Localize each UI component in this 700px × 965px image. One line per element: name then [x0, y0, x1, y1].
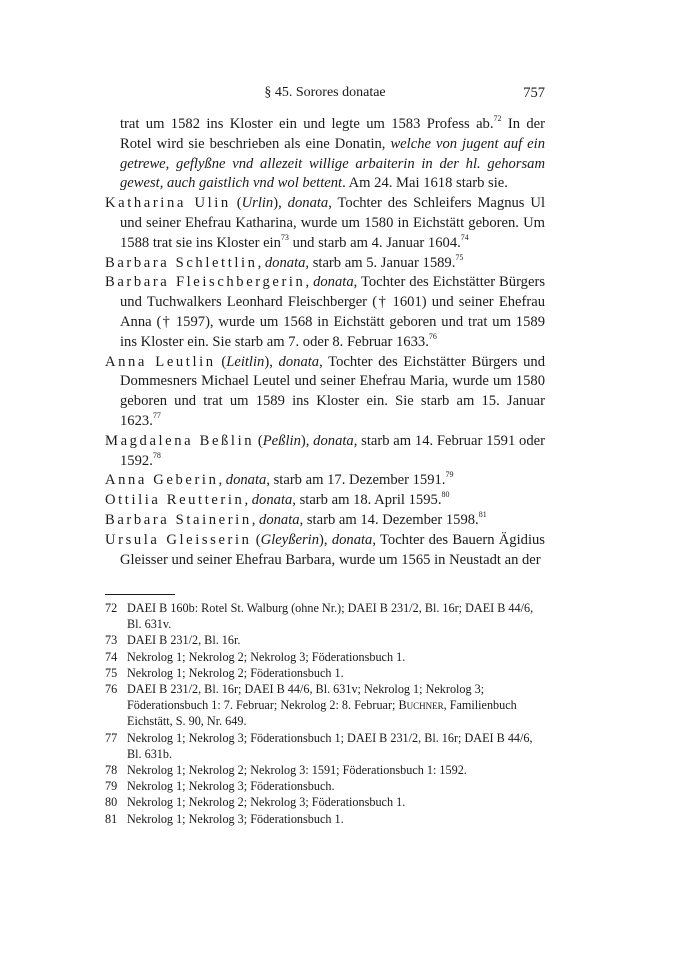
footnote-ref[interactable]: 77	[152, 411, 161, 421]
entry-name: Magdalena Beßlin	[105, 432, 255, 449]
footnote-73: 73 DAEI B 231/2, Bl. 16r.	[105, 633, 241, 648]
footnote-80: 80 Nekrolog 1; Nekrolog 2; Nekrolog 3; Föderationsbuch 1.	[105, 795, 406, 810]
footnote-75: 75 Nekrolog 1; Nekrolog 2; Föderationsbuch 1.	[105, 665, 344, 680]
rotel-quote: welche von jugent auf ein getrewe, geflyßne vnd allezeit willige arbaiterin in der hl. gehorsam gewest, auch gaistlich vnd wol bettent	[120, 135, 545, 192]
entry-anna-leutlin: Anna Leutlin (Leitlin), donata, Tochter des Eichstätter Bürgers und Dommesners Michael Leutel und seiner Ehefrau Maria, wurde um 1580 geboren und trat um 1589 ins Kloster ein. Sie starb am 15. Januar 1623.77	[105, 353, 545, 429]
entry-barbara-fleischbergerin: Barbara Fleischbergerin, donata, Tochter des Eichstätter Bürgers und Tuchwalkers Leonhard Fleischberger († 1601) und seiner Ehefrau Anna († 1597), wurde um 1568 in Eichstätt geboren und trat um 1589 ins Kloster ein. Sie starb am 7. oder 8. Februar 1633.76	[105, 274, 545, 350]
entry-name: Barbara Stainerin	[105, 511, 252, 528]
entry-name: Ursula Gleisserin	[105, 531, 252, 548]
footnote-ref[interactable]: 76	[428, 331, 437, 341]
footnote-ref[interactable]: 81	[478, 510, 487, 520]
entry-name: Anna Geberin	[105, 472, 219, 489]
entry-name: Ottilia Reutterin	[105, 492, 245, 509]
entry-continuation: trat um 1582 ins Kloster ein und legte um 1583 Profess ab.$^{72}$ In der Rotel wird sie beschrieben als eine Donatin, welche von jugent auf ein getrewe, geflyßne vnd allezeit willige arbaiterin in der hl. gehorsam gewest, auch gaistlich vnd wol bettent. Am 24. Mai 1618 starb sie.	[120, 114, 546, 192]
footnote-separator	[105, 594, 175, 595]
page-number: 757	[523, 85, 545, 101]
section-title: § 45. Sorores donatae	[264, 85, 386, 100]
footnote-76: 76 DAEI B 231/2, Bl. 16r; DAEI B 44/6, Bl. 631v; Nekrolog 1; Nekrolog 3; Föderationsbuch 1: 7. Februar; Nekrolog 2: 8. Februar; Buchner, Familienbuch Eichstätt, S. 90, Nr. 649.	[105, 682, 517, 729]
entry-name: Barbara Fleischbergerin	[105, 274, 306, 291]
footnote-77: 77 Nekrolog 1; Nekrolog 3; Föderationsbuch 1; DAEI B 231/2, Bl. 16r; DAEI B 44/6, Bl. 631b.	[105, 730, 533, 761]
entry-magdalena-besslin: Magdalena Beßlin (Peßlin), donata, starb am 14. Februar 1591 oder 1592.78	[105, 432, 545, 469]
entry-barbara-stainerin: Barbara Stainerin, donata, starb am 14. Dezember 1598.81	[105, 510, 487, 528]
footnote-81: 81 Nekrolog 1; Nekrolog 3; Föderationsbuch 1.	[105, 811, 344, 826]
footnote-ref[interactable]: 79	[445, 470, 454, 480]
entry-name: Katharina Ulin	[105, 195, 231, 212]
author-name: Buchner	[398, 698, 444, 713]
footnote-79: 79 Nekrolog 1; Nekrolog 3; Föderationsbuch.	[105, 779, 335, 794]
entry-katharina-ulin: Katharina Ulin (Urlin), donata, Tochter des Schleifers Magnus Ul und seiner Ehefrau Katharina, wurde um 1580 in Eichstätt geboren. Um 1588 trat sie ins Kloster ein$^{73}$ und starb am 4. Januar 1604.74	[105, 195, 545, 251]
footnote-ref[interactable]: 75	[455, 252, 464, 262]
entry-ursula-gleisserin: Ursula Gleisserin (Gleyßerin), donata, Tochter des Bauern Ägidius Gleisser und seiner Ehefrau Barbara, wurde um 1565 in Neustadt an der	[105, 531, 545, 568]
main-text	[105, 115, 545, 570]
entry-ottilia-reutterin: Ottilia Reutterin, donata, starb am 18. April 1595.80	[105, 490, 450, 509]
footnotes	[105, 600, 545, 827]
footnote-ref[interactable]: 73	[280, 232, 289, 242]
footnote-72: 72 DAEI B 160b: Rotel St. Walburg (ohne Nr.); DAEI B 231/2, Bl. 16r; DAEI B 44/6, Bl. 631v.	[105, 601, 534, 632]
running-head	[105, 85, 545, 105]
entry-name: Barbara Schlettlin	[105, 254, 258, 271]
footnote-78: 78 Nekrolog 1; Nekrolog 2; Nekrolog 3: 1591; Föderationsbuch 1: 1592.	[105, 763, 467, 778]
footnote-74: 74 Nekrolog 1; Nekrolog 2; Nekrolog 3; Föderationsbuch 1.	[105, 649, 406, 664]
entry-barbara-schlettlin: Barbara Schlettlin, donata, starb am 5. Januar 1589.75	[105, 252, 464, 271]
footnote-ref[interactable]: 80	[441, 490, 450, 500]
entry-anna-geberin: Anna Geberin, donata, starb am 17. Dezember 1591.79	[105, 470, 454, 489]
footnote-ref[interactable]: 78	[152, 450, 161, 460]
entry-name: Anna Leutlin	[105, 353, 216, 370]
footnote-ref[interactable]: 72	[493, 114, 502, 124]
footnote-ref[interactable]: 74	[460, 232, 469, 242]
